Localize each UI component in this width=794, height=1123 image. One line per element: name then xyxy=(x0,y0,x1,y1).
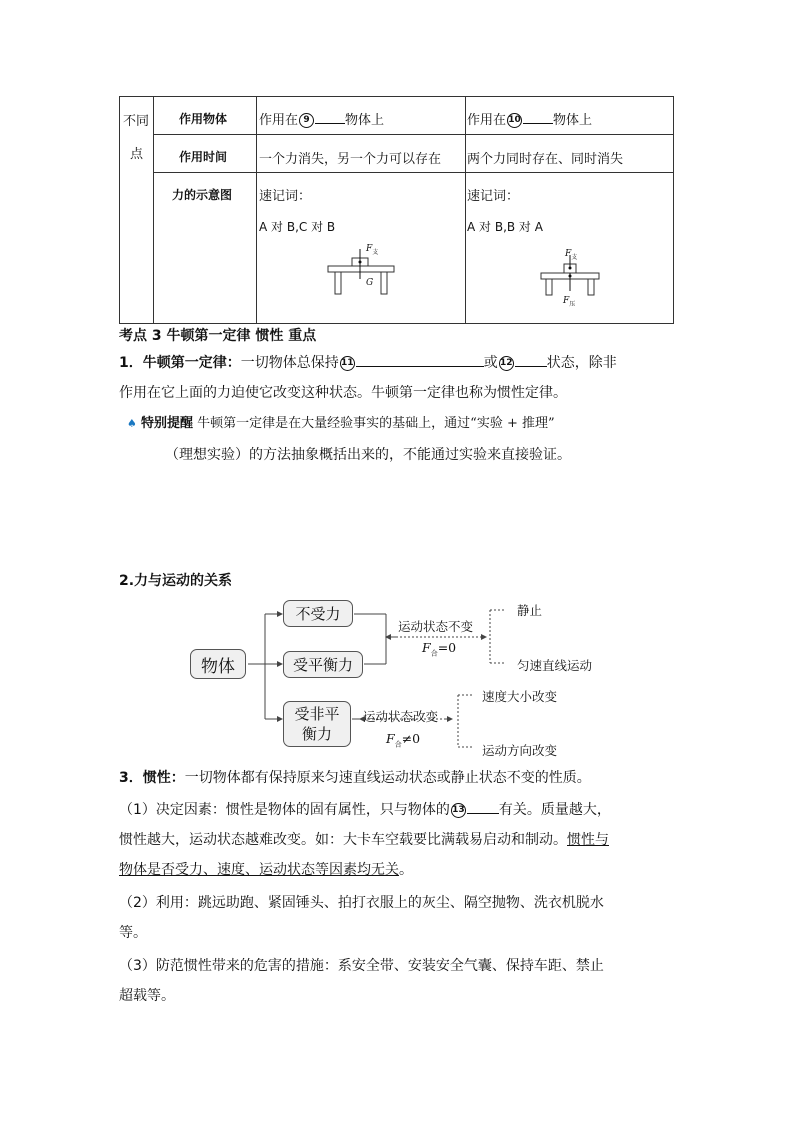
node-balanced-force: 受平衡力 xyxy=(283,651,363,678)
label-rest: 静止 xyxy=(517,603,543,618)
table-vline xyxy=(256,97,257,323)
table-leg xyxy=(546,279,552,295)
row-label: 作用时间 xyxy=(179,150,228,164)
label-direction-change: 运动方向改变 xyxy=(482,743,558,758)
table-vline xyxy=(465,97,466,323)
tabletop-shape xyxy=(328,266,394,272)
blank-line xyxy=(467,800,499,814)
force-point xyxy=(569,267,572,270)
label-state-unchanged: 运动状态不变 xyxy=(398,619,474,634)
circle-number: 11 xyxy=(340,356,355,371)
force-label: $F_支$ xyxy=(366,244,379,256)
pressure-label: $F_压$ xyxy=(563,296,576,308)
paragraph-text: 物体是否受力、速度、运动状态等因素均无关。 xyxy=(119,862,413,878)
table-cell: 速记词： xyxy=(259,189,312,204)
label-net-force-nonzero: $F_合\ne 0$ xyxy=(386,731,421,749)
circle-number: 10 xyxy=(507,113,522,128)
paragraph-prevention: （3）防范惯性带来的危害的措施：系安全带、安装安全气囊、保持车距、禁止 xyxy=(119,958,604,974)
label-state-changed: 运动状态改变 xyxy=(363,709,439,724)
row-header: 点 xyxy=(130,147,144,162)
blank-line xyxy=(315,110,345,124)
row-label: 力的示意图 xyxy=(172,188,233,202)
comparison-table xyxy=(119,96,674,324)
force-label: $F_支$ xyxy=(565,249,578,261)
row-header: 不同 xyxy=(123,114,150,129)
table-cell: 作用在 10 物体上 xyxy=(467,109,592,128)
table-hline xyxy=(153,172,673,173)
circle-number: 9 xyxy=(299,113,314,128)
table-leg xyxy=(588,279,594,295)
circle-number: 13 xyxy=(451,803,466,818)
paragraph-inertia: 3．惯性：一切物体都有保持原来匀速直线运动状态或静止状态不变的性质。 xyxy=(119,770,591,786)
blank-line xyxy=(523,110,553,124)
row-label: 作用物体 xyxy=(179,112,228,126)
paragraph-text: 作用在它上面的力迫使它改变这种状态。牛顿第一定律也称为惯性定律。 xyxy=(119,385,567,401)
node-unbalanced-force: 受非平 衡力 xyxy=(283,701,351,747)
table-leg xyxy=(381,272,387,294)
bell-icon: ♠ xyxy=(127,417,137,430)
paragraph-factor: （1）决定因素：惯性是物体的固有属性，只与物体的 13 有关。质量越大， xyxy=(119,802,611,818)
tip-text: （理想实验）的方法抽象概括出来的，不能通过实验来直接验证。 xyxy=(165,447,571,463)
blank-line xyxy=(515,353,547,367)
table-hline xyxy=(153,134,673,135)
paragraph-newton-law: 1．牛顿第一定律：一切物体总保持 11 或 12 状态，除非 xyxy=(119,355,617,371)
section-heading: 考点 3 牛顿第一定律 惯性 重点 xyxy=(119,328,317,344)
gravity-label: G xyxy=(366,278,374,288)
blank-line xyxy=(356,353,484,367)
table-vline xyxy=(153,97,154,323)
table-cell: A 对 B,B 对 A xyxy=(467,220,543,234)
paragraph-text: 等。 xyxy=(119,925,147,941)
table-cell: 两个力同时存在、同时消失 xyxy=(467,152,624,167)
force-point xyxy=(569,275,572,278)
node-no-force: 不受力 xyxy=(283,600,353,627)
force-diagram-table-block xyxy=(320,243,400,299)
label-speed-change: 速度大小改变 xyxy=(482,689,558,704)
label-net-force-zero: $F_合=0$ xyxy=(422,640,457,658)
table-cell: 作用在 9 物体上 xyxy=(259,109,384,128)
section-heading: 2.力与运动的关系 xyxy=(119,573,233,589)
node-object: 物体 xyxy=(190,649,246,679)
tip-paragraph: ♠ 特别提醒 牛顿第一定律是在大量经验事实的基础上，通过“实验 + 推理” xyxy=(127,416,555,431)
table-leg xyxy=(335,272,341,294)
table-cell: 速记词： xyxy=(467,189,520,204)
circle-number: 12 xyxy=(499,356,514,371)
paragraph-text: 惯性越大，运动状态越难改变。如：大卡车空载要比满载易启动和制动。惯性与 xyxy=(119,832,609,848)
paragraph-use: （2）利用：跳远助跑、紧固锤头、拍打衣服上的灰尘、隔空抛物、洗衣机脱水 xyxy=(119,895,604,911)
paragraph-text: 超载等。 xyxy=(119,988,175,1004)
table-cell: 一个力消失，另一个力可以存在 xyxy=(259,152,442,167)
label-uniform-motion: 匀速直线运动 xyxy=(517,658,593,673)
table-cell: A 对 B,C 对 B xyxy=(259,220,336,234)
force-point xyxy=(359,261,362,264)
